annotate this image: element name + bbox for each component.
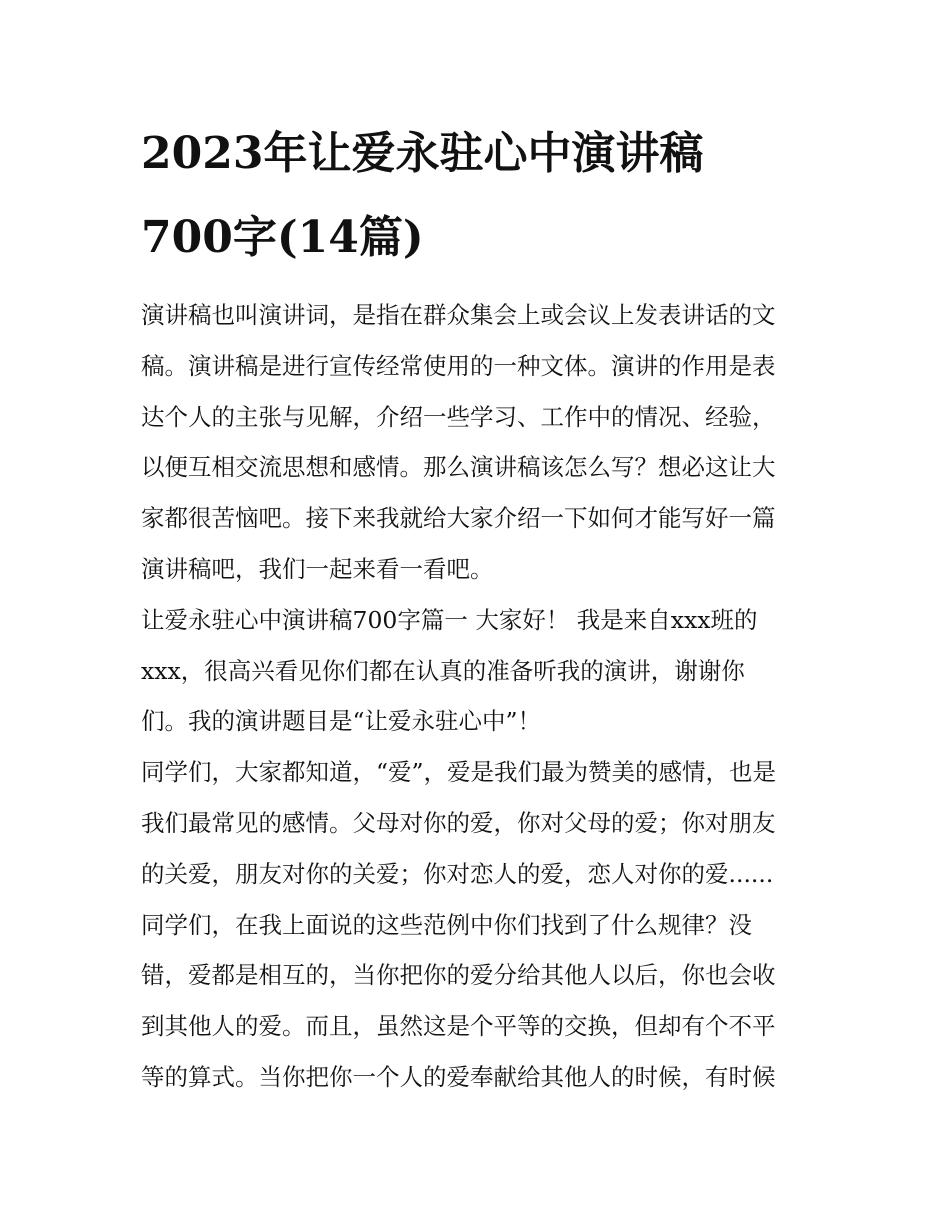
title-line-1: 2023年让爱永驻心中演讲稿 [141,128,704,179]
document-body [141,290,813,1103]
document-title [141,112,813,280]
body-line: 们。我的演讲题目是“让爱永驻心中”！ [141,707,542,736]
body-line: 错，爱都是相互的，当你把你的爱分给其他人以后，你也会收 [141,961,776,990]
body-line: 我们最常见的感情。父母对你的爱，你对父母的爱；你对朋友 [141,808,776,837]
body-line: 稿。演讲稿是进行宣传经常使用的一种文体。演讲的作用是表 [141,351,776,380]
body-line: 同学们，在我上面说的这些范例中你们找到了什么规律？没 [141,910,752,939]
body-line: 达个人的主张与见解，介绍一些学习、工作中的情况、经验， [141,402,776,431]
body-line: 的关爱，朋友对你的关爱；你对恋人的爱，恋人对你的爱...... [141,859,774,888]
body-line: 演讲稿也叫演讲词，是指在群众集会上或会议上发表讲话的文 [141,301,776,329]
title-line-2: 700字(14篇) [141,212,424,263]
body-line: xxx，很高兴看见你们都在认真的准备听我的演讲，谢谢你 [141,656,745,685]
body-line: 让爱永驻心中演讲稿700字篇一 大家好！ 我是来自xxx班的 [141,605,758,634]
body-line: 演讲稿吧，我们一起来看一看吧。 [141,554,494,583]
body-line: 以便互相交流思想和感情。那么演讲稿该怎么写？想必这让大 [141,453,776,482]
body-line: 家都很苦恼吧。接下来我就给大家介绍一下如何才能写好一篇 [141,504,776,533]
body-line: 同学们，大家都知道，“爱”，爱是我们最为赞美的感情，也是 [141,758,777,787]
document-content [141,112,813,1103]
body-line: 到其他人的爱。而且，虽然这是个平等的交换，但却有个不平 [141,1012,776,1041]
body-line: 等的算式。当你把你一个人的爱奉献给其他人的时候，有时候 [141,1062,776,1091]
